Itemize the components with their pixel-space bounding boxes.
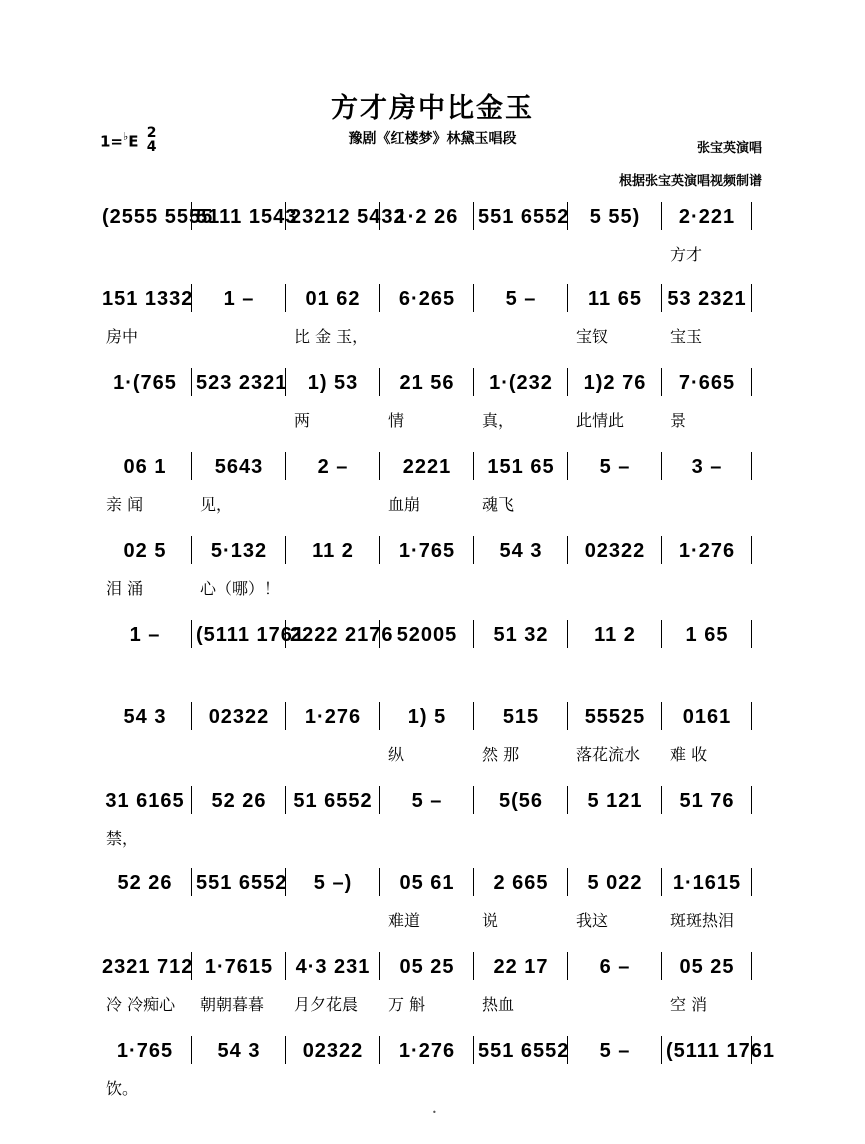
- bar-line: [567, 202, 568, 230]
- bar-line: [379, 284, 380, 312]
- bar-line: [567, 702, 568, 730]
- lyric-syllable: 说: [482, 911, 499, 930]
- measure: 54 3: [123, 706, 167, 728]
- measure: 23212 5432: [290, 206, 406, 228]
- staff-line: [98, 780, 768, 824]
- measure: 1·276: [304, 706, 362, 728]
- measure: 52005: [396, 624, 458, 646]
- bar-line: [661, 202, 662, 230]
- page-title: 方才房中比金玉: [331, 93, 534, 124]
- bar-line: [379, 536, 380, 564]
- measure: 11 2: [312, 540, 354, 562]
- lyric-syllable: 然 那: [482, 745, 520, 764]
- bar-line: [567, 786, 568, 814]
- time-signature: [147, 126, 157, 154]
- bar-line: [285, 620, 286, 648]
- measure: 54 3: [499, 540, 543, 562]
- lyric-syllable: 空 消: [670, 995, 708, 1014]
- measure: 0161: [682, 706, 732, 728]
- measure: 1 65: [685, 624, 729, 646]
- measure: 551 6552: [478, 1040, 570, 1062]
- lyric-syllable: 饮。: [106, 1079, 139, 1098]
- measure: 11 2: [594, 624, 636, 646]
- bar-line: [285, 202, 286, 230]
- lyrics-line: [98, 742, 768, 766]
- lyric-syllable: 情: [388, 411, 405, 430]
- bar-line: [661, 702, 662, 730]
- measure: 52 26: [211, 790, 267, 812]
- bar-line: [751, 952, 752, 980]
- measure: 5 –: [599, 456, 631, 478]
- bar-line: [661, 368, 662, 396]
- measure: 1) 5: [407, 706, 447, 728]
- bar-line: [379, 952, 380, 980]
- measure: 52 26: [117, 872, 173, 894]
- measure: 6 –: [599, 956, 631, 978]
- bar-line: [191, 202, 192, 230]
- lyrics-line: [98, 908, 768, 932]
- measure: 51 6552: [293, 790, 373, 812]
- lyric-syllable: 难道: [388, 911, 421, 930]
- staff-line: [98, 1030, 775, 1074]
- bar-line: [285, 702, 286, 730]
- measure: 5 121: [587, 790, 643, 812]
- bar-line: [751, 368, 752, 396]
- measure: 54 3: [217, 1040, 261, 1062]
- staff-line: [98, 530, 768, 574]
- measure: 551 6552: [478, 206, 570, 228]
- page-subtitle: 豫剧《红楼梦》林黛玉唱段: [348, 131, 517, 147]
- lyric-syllable: 心（哪）！: [200, 579, 281, 598]
- measure: 1·765: [398, 540, 456, 562]
- bar-line: [191, 702, 192, 730]
- bar-line: [567, 452, 568, 480]
- bar-line: [661, 536, 662, 564]
- measure: 01 62: [305, 288, 361, 310]
- bar-line: [661, 868, 662, 896]
- lyric-syllable: 纵: [388, 745, 405, 764]
- bar-line: [379, 368, 380, 396]
- measure: (5111 1761: [666, 1040, 775, 1062]
- bar-line: [191, 786, 192, 814]
- measure: 5643: [214, 456, 264, 478]
- lyrics-line: [98, 324, 768, 348]
- measure: (2555 5555: [102, 206, 214, 228]
- lyric-syllable: 我这: [576, 911, 609, 930]
- bar-line: [751, 620, 752, 648]
- bar-line: [473, 952, 474, 980]
- measure: 2 665: [493, 872, 549, 894]
- bar-line: [473, 620, 474, 648]
- measure: 5 022: [587, 872, 643, 894]
- measure: 2 –: [317, 456, 349, 478]
- measure: 02322: [584, 540, 646, 562]
- measure: 05 61: [399, 872, 455, 894]
- lyric-syllable: 比 金 玉，: [294, 327, 369, 346]
- lyric-syllable: 房中: [106, 327, 139, 346]
- measure: 5·132: [210, 540, 268, 562]
- measure: 06 1: [123, 456, 167, 478]
- bar-line: [473, 368, 474, 396]
- lyrics-line: [98, 492, 768, 516]
- staff-line: [98, 614, 768, 658]
- bar-line: [285, 786, 286, 814]
- measure: 5 –: [505, 288, 537, 310]
- bar-line: [661, 284, 662, 312]
- bar-line: [473, 786, 474, 814]
- lyric-syllable: 两: [294, 411, 311, 430]
- lyric-syllable: 冷 冷痴心: [106, 995, 176, 1014]
- measure: 51 76: [679, 790, 735, 812]
- lyric-syllable: 禁，: [106, 829, 139, 848]
- staff-line: [98, 362, 768, 406]
- bar-line: [473, 202, 474, 230]
- lyrics-line: [98, 576, 768, 600]
- lyric-syllable: 月夕花晨: [294, 995, 359, 1014]
- measure: 5 –: [599, 1040, 631, 1062]
- bar-line: [379, 452, 380, 480]
- measure: 523 2321: [196, 372, 288, 394]
- bar-line: [191, 620, 192, 648]
- bar-line: [661, 786, 662, 814]
- measure: 11 65: [588, 288, 642, 310]
- bar-line: [751, 1036, 752, 1064]
- bar-line: [567, 952, 568, 980]
- lyric-syllable: 万 斛: [388, 995, 426, 1014]
- lyric-syllable: 难 收: [670, 745, 708, 764]
- key-note: E: [128, 132, 139, 151]
- measure: 5 55): [589, 206, 641, 228]
- bar-line: [473, 1036, 474, 1064]
- measure: 2222 2176: [290, 624, 394, 646]
- measure: (5111 1761: [196, 624, 305, 646]
- lyrics-line: [98, 992, 768, 1016]
- lyric-syllable: 宝玉: [670, 327, 703, 346]
- measure: 1) 53: [307, 372, 359, 394]
- bar-line: [473, 452, 474, 480]
- lyric-syllable: 落花流水: [576, 745, 641, 764]
- measure: 6·265: [398, 288, 456, 310]
- measure: 1)2 76: [583, 372, 647, 394]
- measure: 151 1332: [102, 288, 194, 310]
- measure: 1·1615: [672, 872, 742, 894]
- measure: 5(56: [498, 790, 544, 812]
- lyrics-line: [98, 826, 768, 850]
- measure: 551 6552: [196, 872, 288, 894]
- lyric-syllable: 朝朝暮暮: [200, 995, 265, 1014]
- lyric-syllable: 真，: [482, 411, 515, 430]
- source-note: 根据张宝英演唱视频制谱: [618, 174, 762, 189]
- footer-mark: •: [432, 1108, 437, 1117]
- key-flat: ♭: [123, 129, 129, 143]
- bar-line: [751, 786, 752, 814]
- measure: 1·765: [116, 1040, 174, 1062]
- measure: 1 –: [223, 288, 255, 310]
- bar-line: [285, 868, 286, 896]
- lyric-syllable: 亲 闻: [106, 495, 144, 514]
- bar-line: [473, 284, 474, 312]
- bar-line: [379, 702, 380, 730]
- measure: 53 2321: [667, 288, 747, 310]
- bar-line: [285, 536, 286, 564]
- bar-line: [285, 1036, 286, 1064]
- measure: 22 17: [493, 956, 549, 978]
- measure: 02322: [208, 706, 270, 728]
- lyric-syllable: 方才: [670, 245, 703, 264]
- measure: 515: [502, 706, 540, 728]
- bar-line: [567, 368, 568, 396]
- bar-line: [191, 952, 192, 980]
- bar-line: [473, 868, 474, 896]
- measure: 1·276: [678, 540, 736, 562]
- measure: 05 25: [679, 956, 735, 978]
- measure: 5 –: [411, 790, 443, 812]
- measure: 1·(232: [489, 372, 553, 394]
- measure: 21 56: [399, 372, 455, 394]
- lyrics-line: [98, 408, 768, 432]
- staff-line: [98, 862, 768, 906]
- lyric-syllable: 血崩: [388, 495, 421, 514]
- bar-line: [567, 620, 568, 648]
- lyric-syllable: 热血: [482, 995, 515, 1014]
- measure: 2·221: [678, 206, 736, 228]
- measure: 05 25: [399, 956, 455, 978]
- bar-line: [379, 202, 380, 230]
- measure: 1·7615: [204, 956, 274, 978]
- bar-line: [285, 452, 286, 480]
- lyrics-line: [98, 242, 768, 266]
- lyrics-line: [98, 1076, 768, 1100]
- bar-line: [661, 452, 662, 480]
- bar-line: [661, 1036, 662, 1064]
- lyric-syllable: 此情此: [576, 411, 625, 430]
- bar-line: [751, 202, 752, 230]
- measure: 7·665: [678, 372, 736, 394]
- bar-line: [751, 536, 752, 564]
- bar-line: [567, 284, 568, 312]
- lyric-syllable: 泪 涌: [106, 579, 144, 598]
- measure: 151 65: [487, 456, 555, 478]
- bar-line: [751, 702, 752, 730]
- staff-line: [98, 446, 768, 490]
- key-prefix: 1=: [100, 132, 124, 151]
- bar-line: [661, 620, 662, 648]
- measure: 5111 1543: [196, 206, 298, 228]
- lyric-syllable: 见，: [200, 495, 233, 514]
- measure: 31 6165: [105, 790, 185, 812]
- measure: 5 –): [313, 872, 353, 894]
- bar-line: [191, 1036, 192, 1064]
- measure: 1 –: [129, 624, 161, 646]
- singer-credit: 张宝英演唱: [696, 141, 762, 156]
- bar-line: [285, 952, 286, 980]
- measure: 1·2 26: [395, 206, 459, 228]
- bar-line: [285, 284, 286, 312]
- measure: 4·3 231: [295, 956, 371, 978]
- staff-line: [98, 196, 768, 240]
- bar-line: [379, 786, 380, 814]
- measure: 55525: [584, 706, 646, 728]
- staff-line: [98, 946, 768, 990]
- bar-line: [661, 952, 662, 980]
- bar-line: [567, 536, 568, 564]
- bar-line: [191, 868, 192, 896]
- measure: 1·(765: [113, 372, 177, 394]
- bar-line: [191, 536, 192, 564]
- measure: 2221: [402, 456, 452, 478]
- bar-line: [191, 452, 192, 480]
- key-signature: [100, 125, 157, 156]
- bar-line: [473, 536, 474, 564]
- lyric-syllable: 景: [670, 411, 687, 430]
- lyrics-line: [98, 660, 768, 684]
- bar-line: [751, 284, 752, 312]
- measure: 1·276: [398, 1040, 456, 1062]
- measure: 02 5: [123, 540, 167, 562]
- staff-line: [98, 696, 768, 740]
- bar-line: [379, 620, 380, 648]
- measure: 02322: [302, 1040, 364, 1062]
- bar-line: [751, 452, 752, 480]
- measure: 3 –: [691, 456, 723, 478]
- bar-line: [191, 284, 192, 312]
- bar-line: [473, 702, 474, 730]
- bar-line: [567, 868, 568, 896]
- measure: 2321 712: [102, 956, 194, 978]
- lyric-syllable: 魂飞: [482, 495, 515, 514]
- lyric-syllable: 宝钗: [576, 327, 609, 346]
- bar-line: [751, 868, 752, 896]
- staff-line: [98, 278, 768, 322]
- bar-line: [191, 368, 192, 396]
- bar-line: [285, 368, 286, 396]
- measure: 51 32: [493, 624, 549, 646]
- time-bottom: 4: [146, 139, 157, 155]
- bar-line: [379, 868, 380, 896]
- bar-line: [567, 1036, 568, 1064]
- bar-line: [379, 1036, 380, 1064]
- time-top: 2: [146, 125, 157, 141]
- lyric-syllable: 斑斑热泪: [670, 911, 735, 930]
